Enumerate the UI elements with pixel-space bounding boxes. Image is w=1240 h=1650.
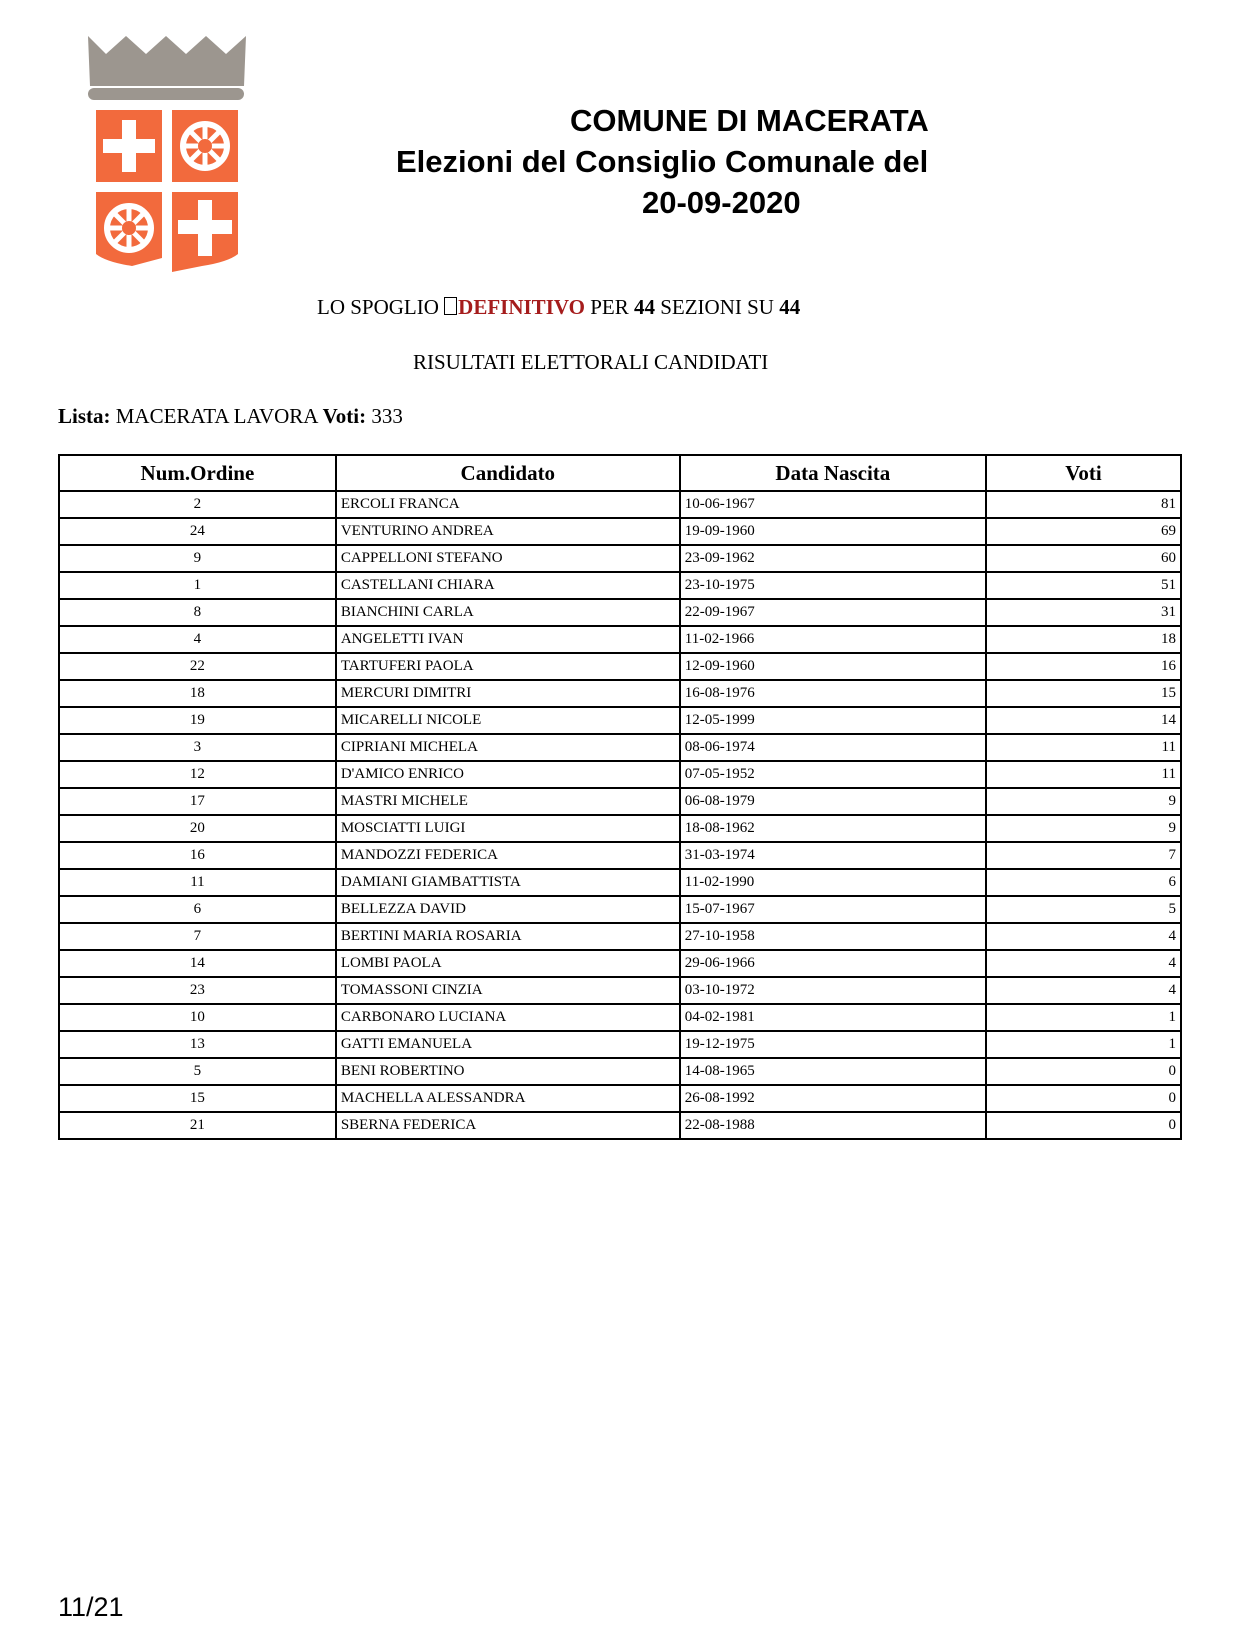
cell-candidato: ERCOLI FRANCA: [336, 491, 680, 518]
cell-voti: 31: [986, 599, 1181, 626]
cell-candidato: MACHELLA ALESSANDRA: [336, 1085, 680, 1112]
list-info: [58, 404, 403, 429]
column-header-data-nascita: Data Nascita: [680, 455, 986, 491]
cell-voti: 51: [986, 572, 1181, 599]
cell-candidato: D'AMICO ENRICO: [336, 761, 680, 788]
status-prefix: LO SPOGLIO: [317, 295, 445, 319]
cell-candidato: MERCURI DIMITRI: [336, 680, 680, 707]
cell-voti: 0: [986, 1112, 1181, 1139]
table-row: [59, 1112, 1181, 1139]
table-row: [59, 707, 1181, 734]
votes-label: Voti:: [322, 404, 367, 428]
cell-num-ordine: 24: [59, 518, 336, 545]
table-row: [59, 545, 1181, 572]
cell-candidato: VENTURINO ANDREA: [336, 518, 680, 545]
cell-candidato: BERTINI MARIA ROSARIA: [336, 923, 680, 950]
table-row: [59, 1004, 1181, 1031]
column-header-num-ordine: Num.Ordine: [59, 455, 336, 491]
cell-num-ordine: 2: [59, 491, 336, 518]
cell-data-nascita: 26-08-1992: [680, 1085, 986, 1112]
cell-num-ordine: 23: [59, 977, 336, 1004]
table-row: [59, 734, 1181, 761]
cell-data-nascita: 27-10-1958: [680, 923, 986, 950]
cell-voti: 69: [986, 518, 1181, 545]
table-row: [59, 896, 1181, 923]
table-row: [59, 680, 1181, 707]
cell-voti: 81: [986, 491, 1181, 518]
cell-voti: 14: [986, 707, 1181, 734]
cell-data-nascita: 15-07-1967: [680, 896, 986, 923]
cell-num-ordine: 13: [59, 1031, 336, 1058]
cell-num-ordine: 4: [59, 626, 336, 653]
cell-candidato: CAPPELLONI STEFANO: [336, 545, 680, 572]
cell-data-nascita: 19-12-1975: [680, 1031, 986, 1058]
cell-data-nascita: 08-06-1974: [680, 734, 986, 761]
cell-data-nascita: 16-08-1976: [680, 680, 986, 707]
election-title: Elezioni del Consiglio Comunale del: [396, 144, 929, 179]
sezioni-label: SEZIONI SU: [654, 295, 780, 319]
cell-data-nascita: 14-08-1965: [680, 1058, 986, 1085]
cell-candidato: MASTRI MICHELE: [336, 788, 680, 815]
cell-data-nascita: 31-03-1974: [680, 842, 986, 869]
cell-num-ordine: 14: [59, 950, 336, 977]
cell-voti: 0: [986, 1085, 1181, 1112]
table-row: [59, 842, 1181, 869]
candidates-table: [58, 454, 1182, 1140]
cell-data-nascita: 23-10-1975: [680, 572, 986, 599]
sections-counted: 44: [633, 295, 655, 319]
cell-voti: 1: [986, 1031, 1181, 1058]
counting-status: [317, 295, 800, 320]
table-row: [59, 1031, 1181, 1058]
cell-candidato: CARBONARO LUCIANA: [336, 1004, 680, 1031]
cell-num-ordine: 9: [59, 545, 336, 572]
cell-num-ordine: 11: [59, 869, 336, 896]
cell-num-ordine: 21: [59, 1112, 336, 1139]
cell-candidato: BENI ROBERTINO: [336, 1058, 680, 1085]
cell-num-ordine: 15: [59, 1085, 336, 1112]
cell-candidato: CASTELLANI CHIARA: [336, 572, 680, 599]
cell-data-nascita: 07-05-1952: [680, 761, 986, 788]
list-label: Lista:: [58, 404, 111, 428]
table-row: [59, 653, 1181, 680]
column-header-candidato: Candidato: [336, 455, 680, 491]
cell-candidato: MICARELLI NICOLE: [336, 707, 680, 734]
table-header-row: [59, 455, 1181, 491]
municipality-name: COMUNE DI MACERATA: [570, 103, 929, 138]
cell-candidato: ANGELETTI IVAN: [336, 626, 680, 653]
cell-num-ordine: 10: [59, 1004, 336, 1031]
cell-data-nascita: 23-09-1962: [680, 545, 986, 572]
table-row: [59, 491, 1181, 518]
table-row: [59, 572, 1181, 599]
cell-num-ordine: 1: [59, 572, 336, 599]
checkbox-glyph-icon: [444, 297, 457, 315]
cell-candidato: BELLEZZA DAVID: [336, 896, 680, 923]
cell-data-nascita: 19-09-1960: [680, 518, 986, 545]
cell-num-ordine: 22: [59, 653, 336, 680]
cell-voti: 18: [986, 626, 1181, 653]
cell-candidato: MOSCIATTI LUIGI: [336, 815, 680, 842]
cell-num-ordine: 18: [59, 680, 336, 707]
table-row: [59, 518, 1181, 545]
table-row: [59, 977, 1181, 1004]
cell-voti: 4: [986, 923, 1181, 950]
cell-voti: 6: [986, 869, 1181, 896]
cell-num-ordine: 19: [59, 707, 336, 734]
cell-data-nascita: 29-06-1966: [680, 950, 986, 977]
cell-num-ordine: 17: [59, 788, 336, 815]
cell-candidato: GATTI EMANUELA: [336, 1031, 680, 1058]
table-row: [59, 869, 1181, 896]
cell-candidato: TOMASSONI CINZIA: [336, 977, 680, 1004]
cell-voti: 4: [986, 977, 1181, 1004]
cell-voti: 5: [986, 896, 1181, 923]
cell-data-nascita: 04-02-1981: [680, 1004, 986, 1031]
column-header-voti: Voti: [986, 455, 1181, 491]
cell-voti: 1: [986, 1004, 1181, 1031]
cell-candidato: BIANCHINI CARLA: [336, 599, 680, 626]
cell-voti: 60: [986, 545, 1181, 572]
status-word: DEFINITIVO: [458, 295, 585, 319]
list-name: MACERATA LAVORA: [115, 404, 318, 428]
crown-icon: [88, 36, 246, 100]
cell-voti: 4: [986, 950, 1181, 977]
cell-candidato: DAMIANI GIAMBATTISTA: [336, 869, 680, 896]
cell-num-ordine: 6: [59, 896, 336, 923]
table-row: [59, 815, 1181, 842]
table-row: [59, 923, 1181, 950]
cell-data-nascita: 18-08-1962: [680, 815, 986, 842]
table-row: [59, 788, 1181, 815]
cell-data-nascita: 11-02-1990: [680, 869, 986, 896]
cell-data-nascita: 06-08-1979: [680, 788, 986, 815]
cell-data-nascita: 22-09-1967: [680, 599, 986, 626]
cell-voti: 15: [986, 680, 1181, 707]
cell-num-ordine: 8: [59, 599, 336, 626]
table-row: [59, 626, 1181, 653]
cell-num-ordine: 5: [59, 1058, 336, 1085]
coat-of-arms-logo: [58, 30, 288, 292]
cell-num-ordine: 20: [59, 815, 336, 842]
cell-candidato: LOMBI PAOLA: [336, 950, 680, 977]
cell-num-ordine: 12: [59, 761, 336, 788]
cell-candidato: CIPRIANI MICHELA: [336, 734, 680, 761]
cell-voti: 16: [986, 653, 1181, 680]
table-row: [59, 1058, 1181, 1085]
cell-data-nascita: 12-09-1960: [680, 653, 986, 680]
sections-total: 44: [779, 295, 801, 319]
cell-data-nascita: 11-02-1966: [680, 626, 986, 653]
cell-candidato: MANDOZZI FEDERICA: [336, 842, 680, 869]
per-label: PER: [584, 295, 634, 319]
cell-voti: 7: [986, 842, 1181, 869]
results-subtitle: RISULTATI ELETTORALI CANDIDATI: [413, 350, 769, 374]
cell-voti: 9: [986, 788, 1181, 815]
election-date: 20-09-2020: [642, 185, 801, 220]
cell-num-ordine: 16: [59, 842, 336, 869]
cell-num-ordine: 7: [59, 923, 336, 950]
cell-data-nascita: 10-06-1967: [680, 491, 986, 518]
table-row: [59, 1085, 1181, 1112]
cell-voti: 0: [986, 1058, 1181, 1085]
cell-data-nascita: 03-10-1972: [680, 977, 986, 1004]
page-number: 11/21: [58, 1592, 124, 1622]
cell-data-nascita: 12-05-1999: [680, 707, 986, 734]
cell-voti: 9: [986, 815, 1181, 842]
table-row: [59, 599, 1181, 626]
cell-voti: 11: [986, 761, 1181, 788]
cell-num-ordine: 3: [59, 734, 336, 761]
cell-candidato: SBERNA FEDERICA: [336, 1112, 680, 1139]
table-row: [59, 950, 1181, 977]
list-votes: 333: [371, 404, 403, 428]
cell-voti: 11: [986, 734, 1181, 761]
cell-candidato: TARTUFERI PAOLA: [336, 653, 680, 680]
table-row: [59, 761, 1181, 788]
cell-data-nascita: 22-08-1988: [680, 1112, 986, 1139]
